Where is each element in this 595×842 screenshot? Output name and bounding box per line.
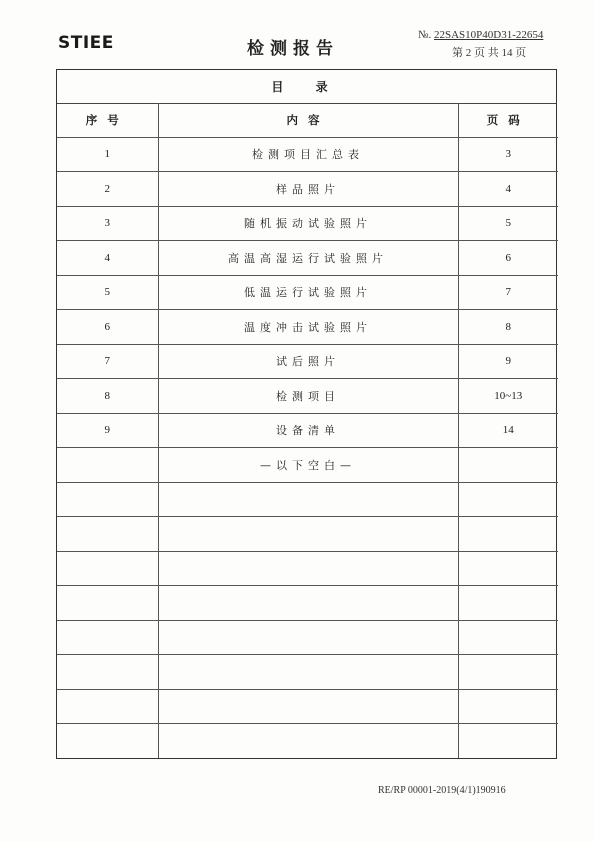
row-page — [458, 482, 558, 517]
row-content — [158, 482, 458, 517]
row-number — [57, 551, 158, 586]
table-row — [57, 724, 558, 758]
table-row — [57, 655, 558, 690]
row-number — [57, 689, 158, 724]
row-number — [57, 586, 158, 621]
column-header-number: 序号 — [57, 103, 158, 137]
table-row — [57, 172, 558, 207]
row-page — [458, 448, 558, 483]
row-content — [158, 620, 458, 655]
row-number: 2 — [57, 172, 158, 207]
toc-header-row — [57, 103, 558, 137]
row-page — [458, 586, 558, 621]
table-row — [57, 310, 558, 345]
toc-title: 目 录 — [57, 70, 556, 104]
row-number — [57, 482, 158, 517]
row-number: 3 — [57, 206, 158, 241]
row-content: 低温运行试验照片 — [158, 275, 458, 310]
column-header-content: 内容 — [158, 103, 458, 137]
table-row — [57, 482, 558, 517]
table-row — [57, 586, 558, 621]
toc-frame — [56, 69, 557, 759]
form-code: RE/RP 00001-2019(4/1)190916 — [378, 785, 506, 796]
report-number — [418, 29, 543, 41]
row-number — [57, 655, 158, 690]
table-row — [57, 137, 558, 172]
row-page: 9 — [458, 344, 558, 379]
page-info: 第 2 页 共 14 页 — [452, 47, 527, 59]
table-row — [57, 206, 558, 241]
row-number: 8 — [57, 379, 158, 414]
company-logo: STIEE — [58, 33, 114, 53]
table-row — [57, 413, 558, 448]
row-content: 试后照片 — [158, 344, 458, 379]
row-content — [158, 655, 458, 690]
toc-body — [57, 137, 558, 758]
table-row — [57, 275, 558, 310]
row-page: 5 — [458, 206, 558, 241]
row-content: 温度冲击试验照片 — [158, 310, 458, 345]
row-page — [458, 551, 558, 586]
row-page: 7 — [458, 275, 558, 310]
row-page — [458, 724, 558, 758]
row-page — [458, 620, 558, 655]
report-number-prefix: №. — [418, 29, 432, 41]
row-content — [158, 689, 458, 724]
row-content: —以下空白— — [158, 448, 458, 483]
row-page — [458, 517, 558, 552]
row-page: 10~13 — [458, 379, 558, 414]
row-content: 检测项目汇总表 — [158, 137, 458, 172]
row-content: 检测项目 — [158, 379, 458, 414]
row-number: 6 — [57, 310, 158, 345]
column-header-page: 页码 — [458, 103, 558, 137]
row-page: 4 — [458, 172, 558, 207]
table-row — [57, 620, 558, 655]
table-row — [57, 689, 558, 724]
table-row — [57, 241, 558, 276]
row-number: 7 — [57, 344, 158, 379]
row-page: 3 — [458, 137, 558, 172]
row-page — [458, 655, 558, 690]
row-content: 随机振动试验照片 — [158, 206, 458, 241]
table-row — [57, 344, 558, 379]
row-page — [458, 689, 558, 724]
row-page: 6 — [458, 241, 558, 276]
table-row — [57, 551, 558, 586]
row-number: 9 — [57, 413, 158, 448]
row-number — [57, 448, 158, 483]
row-number: 4 — [57, 241, 158, 276]
table-row — [57, 517, 558, 552]
row-number: 1 — [57, 137, 158, 172]
row-content: 样品照片 — [158, 172, 458, 207]
row-number — [57, 517, 158, 552]
row-content — [158, 517, 458, 552]
document-title: 检测报告 — [247, 39, 339, 59]
row-content — [158, 551, 458, 586]
toc-table — [57, 103, 558, 758]
table-row — [57, 379, 558, 414]
row-page: 14 — [458, 413, 558, 448]
row-content: 设备清单 — [158, 413, 458, 448]
row-number — [57, 620, 158, 655]
row-content — [158, 586, 458, 621]
row-number — [57, 724, 158, 758]
row-content: 高温高湿运行试验照片 — [158, 241, 458, 276]
row-content — [158, 724, 458, 758]
row-page: 8 — [458, 310, 558, 345]
row-number: 5 — [57, 275, 158, 310]
table-row — [57, 448, 558, 483]
report-number-value: 22SAS10P40D31-22654 — [434, 29, 544, 41]
